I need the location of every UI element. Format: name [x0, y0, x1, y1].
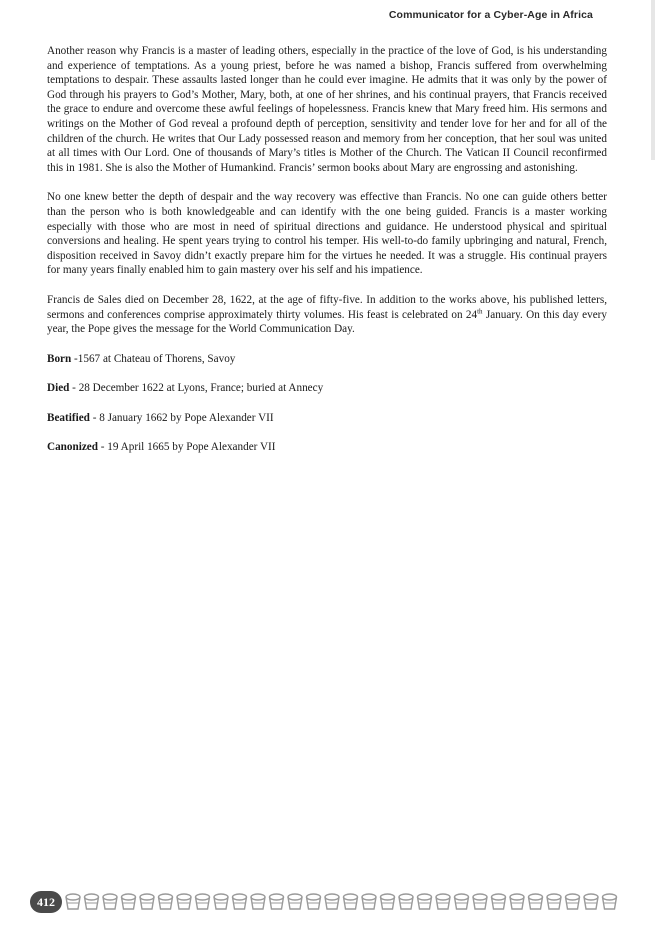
reel-ornament-icon	[177, 894, 191, 909]
paragraph-despair: No one knew better the depth of despair and the way recovery was effective than Francis. No one can guide others better than the person who is both knowledgeable and can identify with the one being guided. Francis is a master working especially with those who are most in need of spiritual directions and guidance. He understood physical and spiritual conversions and healing. He spent years trying to control his temper. His well-to-do family upbringing and natural, French, disposition received in Savoy didn’t exactly prepare him for the virtues he needed. It was a struggle. His continual prayers for many years finally enabled him to gain mastery over his self and his impatience.	[47, 191, 607, 277]
reel-ornament-icon	[492, 894, 506, 909]
reel-ornament-icon	[584, 894, 598, 909]
fact-label-beatified: Beatified	[47, 411, 90, 424]
page-number-badge: 412	[30, 891, 62, 913]
fact-label-died: Died	[47, 382, 70, 395]
fact-value-beatified: - 8 January 1662 by Pope Alexander VII	[89, 411, 274, 424]
paragraph-death	[47, 293, 607, 337]
reel-ornament-icon	[473, 894, 487, 909]
reel-ornament-icon	[399, 894, 413, 909]
fact-label-canonized: Canonized	[47, 441, 98, 454]
reel-ornament-icon	[603, 894, 617, 909]
fact-value-died: - 28 December 1622 at Lyons, France; buried at Annecy	[69, 382, 324, 395]
reel-ornament-icon	[85, 894, 99, 909]
paragraph-temptations: Another reason why Francis is a master of leading others, especially in the practice of the love of God, is his understanding and experience of temptations. As a young priest, before he was named a bishop, Francis suffered from overwhelming temptations to despair. These assaults lasted longer than he could ever imagine. He admits that it was only by the power of God through his prayers to God’s Mother, Mary, both, at one of her shrines, and his continual prayers, that Francis received the grace to endure and overcome these awful feelings of hopelessness. Francis knew that Mary freed him. His sermons and writings on the Mother of God reveal a profound depth of perception, sensitivity and tender love for her and for all of the children of the church. He writes that Our Lady possessed reason and memory from her conception, that her soul was united at all times with Our Lord. One of thousands of Mary’s titles is Mother of the Church. The Vatican II Council reconfirmed this in 1981. She is also the Mother of Humankind. Francis’ sermon books about Mary are engrossing and astonishing.	[47, 45, 607, 174]
reel-ornament-icon	[233, 894, 247, 909]
page-body	[47, 44, 607, 470]
footer-ornament-strip	[64, 892, 620, 912]
fact-beatified	[47, 411, 607, 426]
reel-ornament-icon	[196, 894, 210, 909]
reel-ornament-icon	[159, 894, 173, 909]
reel-ornament-icon	[325, 894, 339, 909]
reel-ornament-icon	[270, 894, 284, 909]
running-header: Communicator for a Cyber-Age in Africa	[388, 9, 593, 21]
reel-ornament-icon	[529, 894, 543, 909]
death-text-end: January. On this day every year, the Pope gives the message for the World Communication Day.	[47, 308, 607, 336]
fact-died	[47, 381, 607, 396]
reel-ornament-icon	[140, 894, 154, 909]
reel-ornament-icon	[510, 894, 524, 909]
reel-ornament-icon	[436, 894, 450, 909]
fact-canonized	[47, 440, 607, 455]
page-edge-tint	[651, 0, 655, 160]
reel-ornament-icon	[381, 894, 395, 909]
reel-ornament-icon	[251, 894, 265, 909]
reel-ornament-icon	[344, 894, 358, 909]
ordinal-superscript: th	[477, 306, 483, 315]
reel-ornament-icon	[288, 894, 302, 909]
reel-ornament-icon	[547, 894, 561, 909]
reel-ornament-icon	[214, 894, 228, 909]
reel-ornament-icon	[103, 894, 117, 909]
reel-ornament-icon	[307, 894, 321, 909]
reel-ornament-icon	[362, 894, 376, 909]
fact-value-born: -1567 at Chateau of Thorens, Savoy	[71, 352, 236, 365]
reel-ornament-icon	[122, 894, 136, 909]
fact-label-born: Born	[47, 352, 72, 365]
reel-ornament-icon	[418, 894, 432, 909]
death-text-start: Francis de Sales died on December 28, 1622, at the age of fifty-five. In addition to the works above, his published letters, sermons and conferences comprise approximately thirty volumes. His feast is celebrated on 24	[47, 293, 607, 321]
reel-ornament-icon	[66, 894, 80, 909]
reel-ornament-icon	[566, 894, 580, 909]
page-footer	[30, 891, 620, 913]
reel-ornament-icon	[455, 894, 469, 909]
fact-born	[47, 352, 607, 367]
fact-value-canonized: - 19 April 1665 by Pope Alexander VII	[97, 441, 276, 454]
